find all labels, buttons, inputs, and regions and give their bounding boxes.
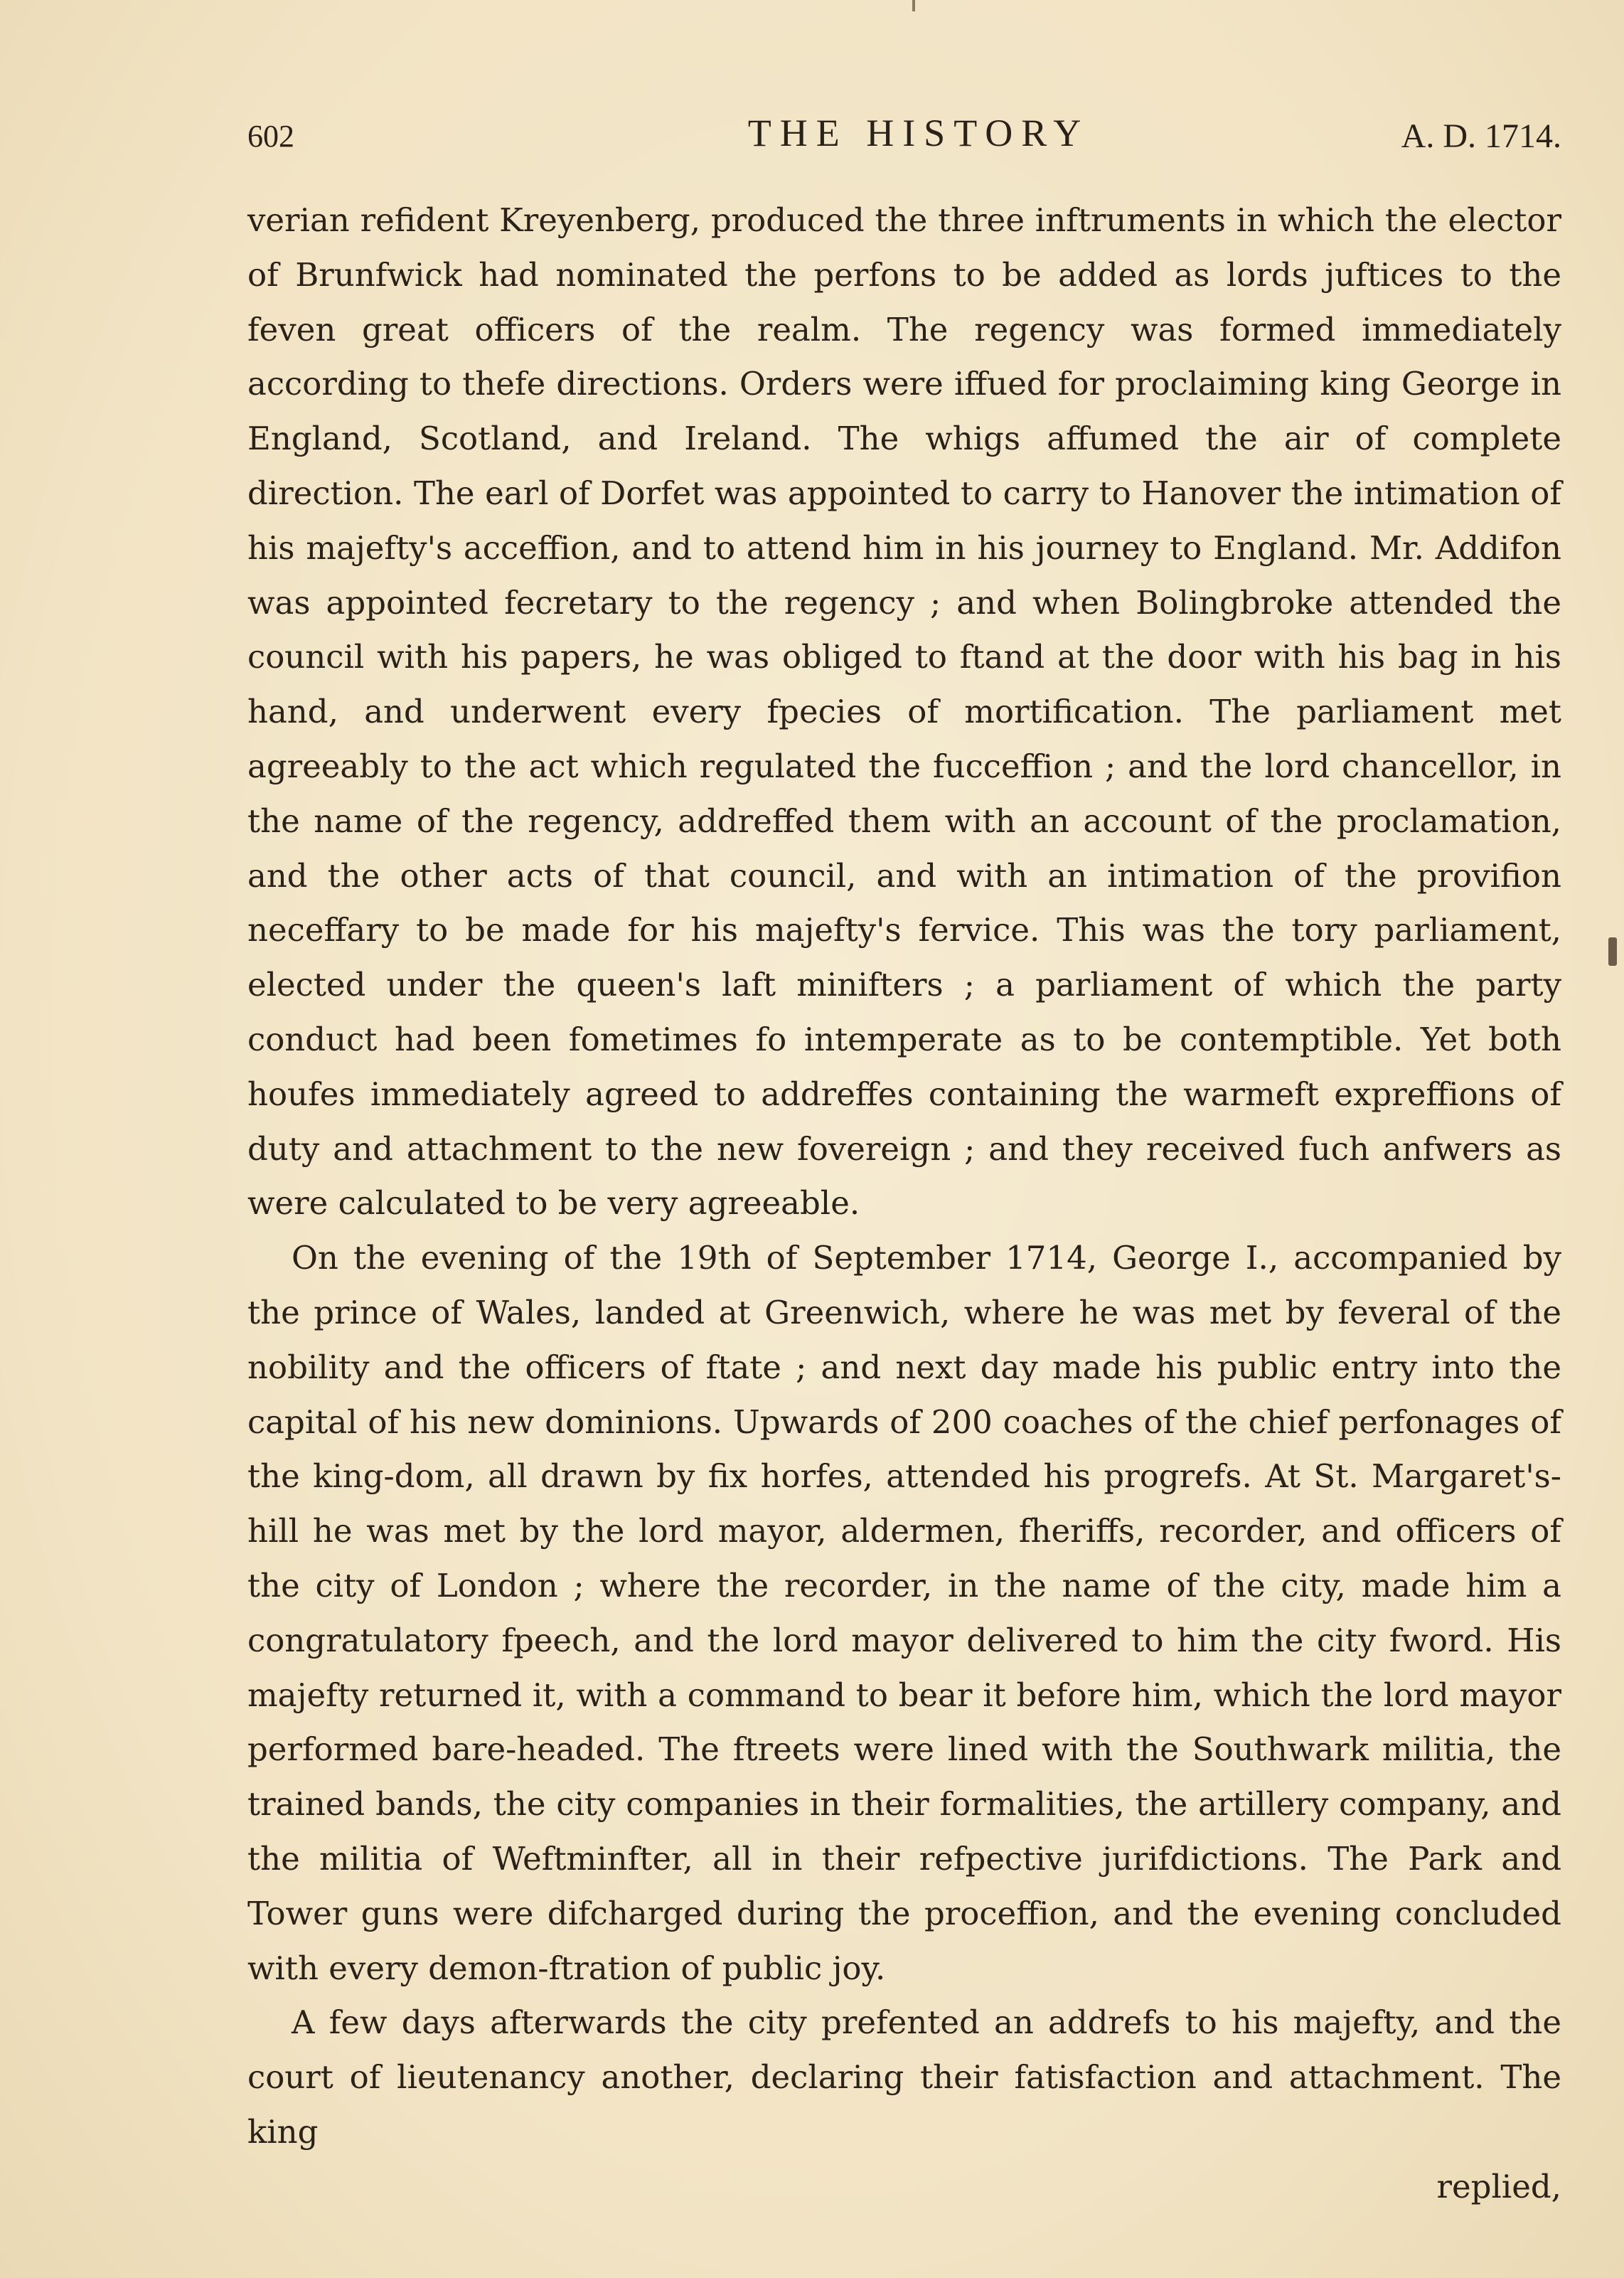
body-text <box>247 193 1561 2160</box>
page-number: 602 <box>247 119 294 154</box>
paragraph-1: verian refident Kreyenberg, produced the three inftruments in which the elector of Brunfwick had nominated the perfons to be added as lords juftices to the feven great officers of the realm. The regency was formed immediately according to thefe directions. Orders were iffued for proclaiming king George in England, Scotland, and Ireland. The whigs affumed the air of complete direction. The earl of Dorfet was appointed to carry to Hanover the intimation of his majefty's acceffion, and to attend him in his journey to England. Mr. Addifon was appointed fecretary to the regency ; and when Bolingbroke attended the council with his papers, he was obliged to ftand at the door with his bag in his hand, and underwent every fpecies of mortification. The parliament met agreeably to the act which regulated the fucceffion ; and the lord chancellor, in the name of the regency, addreffed them with an account of the proclamation, and the other acts of that council, and with an intimation of the provifion neceffary to be made for his majefty's fervice. This was the tory parliament, elected under the queen's laft minifters ; a parliament of which the party conduct had been fometimes fo intemperate as to be contemptible. Yet both houfes immediately agreed to addreffes containing the warmeft expreffions of duty and attachment to the new fovereign ; and they received fuch anfwers as were calculated to be very agreeable. <box>247 201 1561 1223</box>
top-edge-mark <box>912 0 915 11</box>
running-title: THE HISTORY <box>747 112 1090 154</box>
paragraph-3: A few days afterwards the city prefented an addrefs to his majefty, and the court of lieutenancy another, declaring their fatisfaction and attachment. The king <box>247 2003 1561 2151</box>
book-page <box>247 107 1561 2214</box>
year-marker: A. D. 1714. <box>1401 117 1561 155</box>
page-header <box>247 107 1561 178</box>
margin-speck <box>1608 937 1617 966</box>
paragraph-2: On the evening of the 19th of September 1714, George I., accompanied by the prince of Wales, landed at Greenwich, where he was met by feveral of the nobility and the officers of ftate ; and next day made his public entry into the capital of his new dominions. Upwards of 200 coaches of the chief perfonages of the king-dom, all drawn by fix horfes, attended his progrefs. At St. Margaret's-hill he was met by the lord mayor, aldermen, fheriffs, recorder, and officers of the city of London ; where the recorder, in the name of the city, made him a congratulatory fpeech, and the lord mayor delivered to him the city fword. His majefty returned it, with a command to bear it before him, which the lord mayor performed bare-headed. The ftreets were lined with the Southwark militia, the trained bands, the city companies in their formalities, the artillery company, and the militia of Weftminfter, all in their refpective jurifdictions. The Park and Tower guns were difcharged during the proceffion, and the evening concluded with every demon-ftration of public joy. <box>247 1239 1561 1987</box>
catchword: replied, <box>1436 2167 1561 2205</box>
